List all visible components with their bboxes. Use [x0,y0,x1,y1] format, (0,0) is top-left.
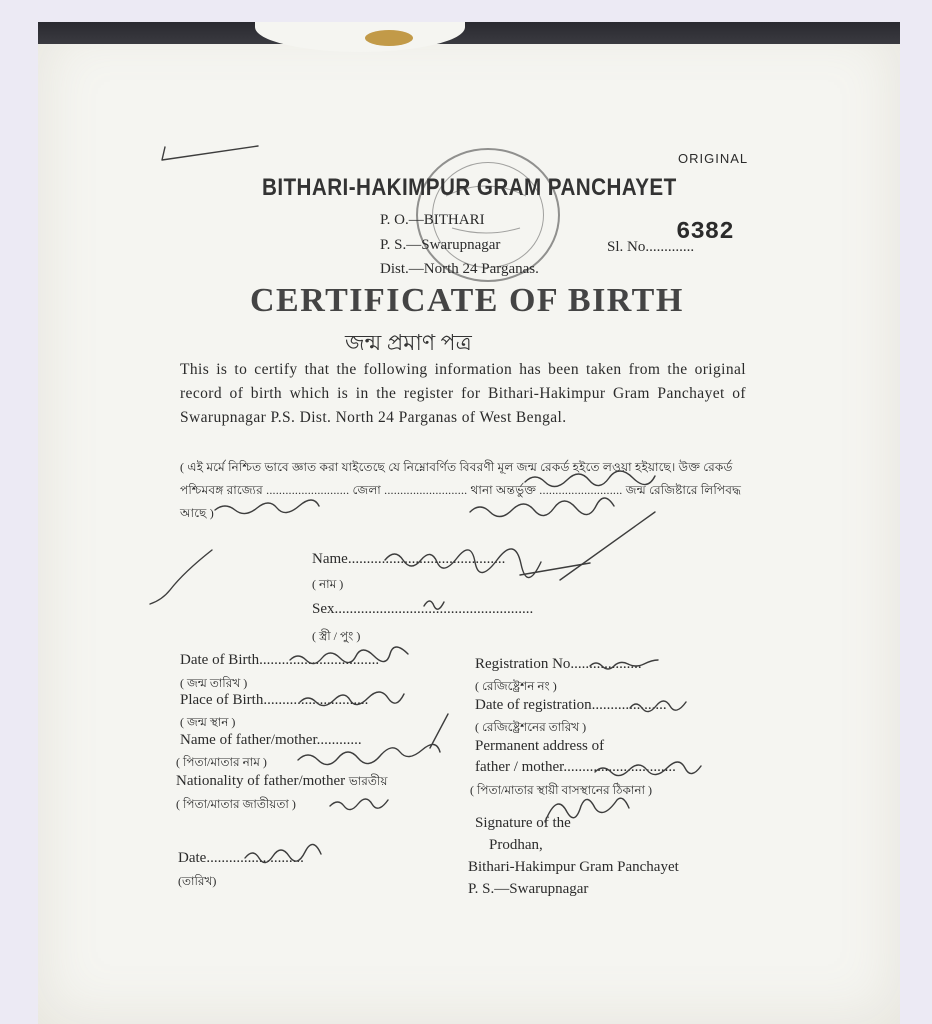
dob-label: Date of Birth................................ [180,652,380,668]
nationality-value: ভারতীয় [348,774,388,788]
address-label: Permanent address of [475,738,605,754]
parent-name-label-bengali: ( পিতা/মাতার নাম ) [176,755,267,769]
district: Dist.—North 24 Parganas. [380,261,539,277]
name-label-bengali: ( নাম ) [312,577,344,591]
pen-stroke [560,512,655,580]
nationality-label: Nationality of father/mother ভারতীয় [176,773,388,789]
serial-number-value: 6382 [676,219,734,246]
prodhan-signature [545,798,629,822]
handwritten-parent [298,714,448,765]
date-label-bengali: (তারিখ) [178,874,217,888]
sex-label: Sex..................................................... [312,601,534,617]
parent-name-label: Name of father/mother............ [180,732,362,748]
handwritten-address [595,762,701,776]
handwritten-date [245,844,321,862]
original-mark: ORIGINAL [678,151,749,166]
pen-stroke [162,146,258,160]
serial-number-label: Sl. No............. [607,239,695,255]
handwritten-sex [424,601,444,609]
handwritten-pob [300,692,404,706]
signature-line-2: Prodhan, [489,837,543,853]
registration-number-label: Registration No................... [475,656,642,672]
registration-date-label: Date of registration.................... [475,697,667,713]
address-label-bengali: ( পিতা/মাতার স্থায়ী বাসস্থানের ঠিকানা ) [470,783,652,797]
police-station: P. S.—Swarupnagar [380,237,501,253]
pob-label: Place of Birth............................ [180,692,369,708]
pob-label-bengali: ( জন্ম স্থান ) [180,715,236,729]
signature-line-4: P. S.—Swarupnagar [468,881,589,897]
handwritten-dob [290,647,408,664]
sex-label-bengali: ( স্ত্রী / পুং ) [312,629,361,643]
registration-date-label-bengali: ( রেজিষ্ট্রেশনের তারিখ ) [475,720,587,734]
certificate-title-bengali: জন্ম প্রমাণ পত্র [345,330,472,355]
handwritten-nationality [330,799,388,810]
handwritten-reg-date [630,701,686,712]
dob-label-bengali: ( জন্ম তারিখ ) [180,676,248,690]
date-label: Date.......................... [178,850,304,866]
handwritten-thana [215,500,319,514]
intro-paragraph-bengali: ( এই মর্মে নিশ্চিত ভাবে জ্ঞাত করা যাইতেছে যে নিম্নোবর্ণিত বিবরণী মূল জন্ম রেকর্ড হইতে লওয়া হইয়াছে। উক্ত রেকর্ড পশ্চিমবঙ্গ রাজ্যের .......................... জেলা .......................... থানা অন্তর্ভুক্ত .......................... জন্ম রেজিষ্টারে লিপিবদ্ধ আছে ) [180,460,742,520]
registration-number-label-bengali: ( রেজিষ্ট্রেশন নং ) [475,679,557,693]
name-label: Name.......................................... [312,551,506,567]
handwritten-register [470,498,614,517]
tick-mark [150,550,212,604]
handwritten-name [385,549,590,578]
panchayet-name: BITHARI-HAKIMPUR GRAM PANCHAYET [262,174,677,201]
address-label-2: father / mother.............................. [475,759,676,775]
nationality-label-bengali: ( পিতা/মাতার জাতীয়তা ) [176,797,296,811]
handwritten-district [525,471,655,487]
signature-line-1: Signature of the [475,815,571,831]
handwritten-reg-no [590,660,658,669]
post-office: P. O.—BITHARI [380,212,485,228]
intro-paragraph: This is to certify that the following information has been taken from the original record of birth which is in the register for Bithari-Hakimpur Gram Panchayet of Swarupnagar P.S. Dist. North 24 Parganas of West Bengal. [180,361,746,426]
certificate-title: CERTIFICATE OF BIRTH [250,282,684,319]
signature-line-3: Bithari-Hakimpur Gram Panchayet [468,859,679,875]
